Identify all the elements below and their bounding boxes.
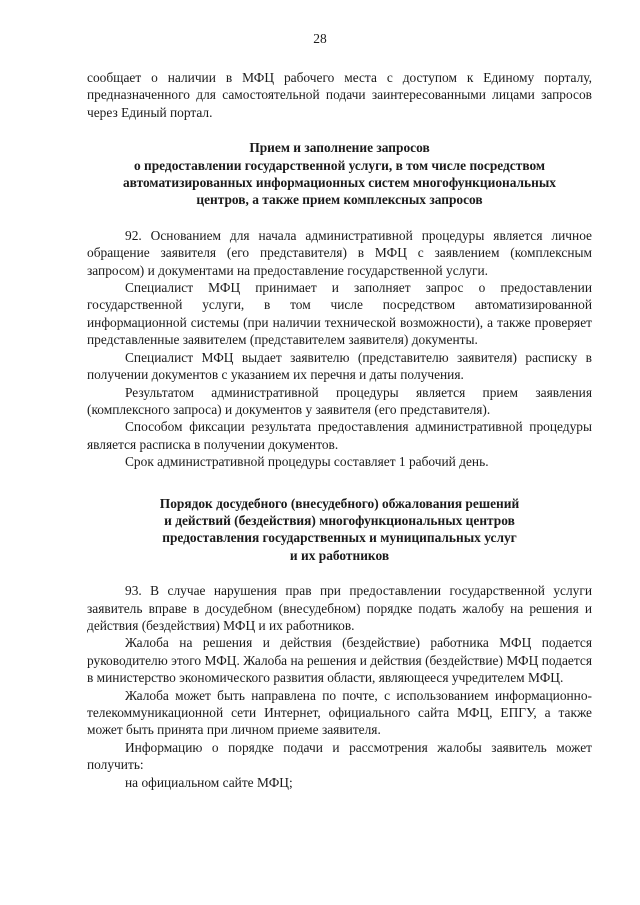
heading-line: автоматизированных информационных систем многофункциональных <box>122 175 557 191</box>
page-number: 28 <box>313 31 327 46</box>
paragraph: Способом фиксации результата предоставления административной процедуры является расписка в получении документов. <box>87 419 592 452</box>
intro-paragraph: сообщает о наличии в МФЦ рабочего места с доступом к Единому порталу, предназначенного для самостоятельной подачи заинтересованными лицами запросов через Единый портал. <box>87 70 592 120</box>
paragraph: Жалоба может быть направлена по почте, с использованием информационно-телекоммуникационной сети Интернет, официального сайта МФЦ, ЕПГУ, а также может быть принята при личном приеме заявителя. <box>87 687 592 738</box>
paragraph: Специалист МФЦ выдает заявителю (представителю заявителя) расписку в получении документов с указанием их перечня и даты получения. <box>87 349 592 383</box>
paragraph-92: 92. Основанием для начала административной процедуры является личное обращение заявителя (его представителя) в МФЦ с заявлением (комплексным запросом) и документами на предоставление государственной услуги. <box>87 227 592 278</box>
paragraph: Результатом административной процедуры является прием заявления (комплексного запроса) и документов у заявителя (его представителя). <box>87 384 592 417</box>
document-body <box>87 69 592 791</box>
heading-line: и действий (бездействия) многофункциональных центров <box>164 512 515 528</box>
paragraph: на официальном сайте МФЦ; <box>125 774 293 790</box>
paragraph: Жалоба на решения и действия (бездействие) работника МФЦ подается руководителю этого МФЦ. Жалоба на решения и действия (бездействие) МФЦ подается в министерство экономического развития области, являющееся учредителем МФЦ. <box>87 635 592 686</box>
paragraph: Специалист МФЦ принимает и заполняет запрос о предоставлении государственной услуги, в том числе посредством автоматизированной информационной системы (при наличии технической возможности), а также проверяет представленные заявителем (представителем заявителя) документы. <box>87 280 592 348</box>
section-heading-reception <box>87 139 592 209</box>
section-heading-appeal <box>87 495 592 565</box>
paragraph: Информацию о порядке подачи и рассмотрения жалобы заявитель может получить: <box>87 739 592 773</box>
heading-line: предоставления государственных и муниципальных услуг <box>162 530 517 546</box>
paragraph-93: 93. В случае нарушения прав при предоставлении государственной услуги заявитель вправе в досудебном (внесудебном) порядке подать жалобу на решения и действия (бездействия) МФЦ и их работников. <box>87 583 592 633</box>
heading-line: Порядок досудебного (внесудебного) обжалования решений <box>159 495 520 511</box>
paragraph: Срок административной процедуры составляет 1 рабочий день. <box>125 454 489 470</box>
heading-line: и их работников <box>289 547 390 563</box>
heading-line: центров, а также прием комплексных запросов <box>196 192 483 208</box>
heading-line: Прием и заполнение запросов <box>249 140 430 156</box>
heading-line: о предоставлении государственной услуги, в том числе посредством <box>133 157 546 173</box>
